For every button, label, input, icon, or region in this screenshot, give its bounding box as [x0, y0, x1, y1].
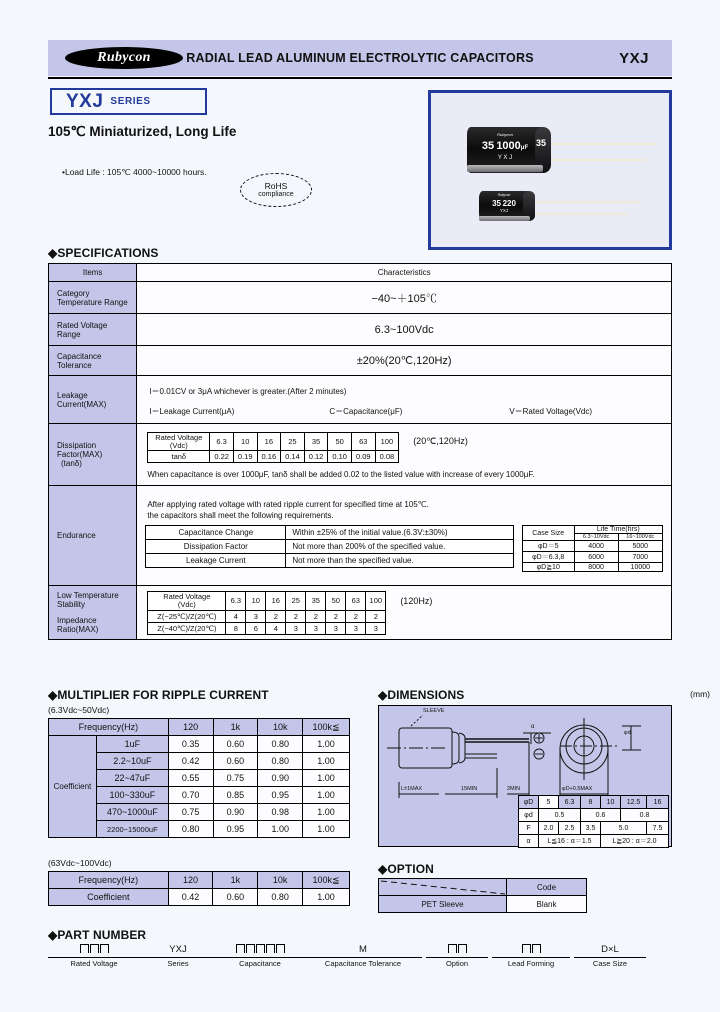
capacitor-series-print: Y X J	[497, 155, 513, 161]
ratio-cell: 3	[246, 610, 266, 622]
coefficient-label: Coefficient	[49, 736, 97, 838]
ratio-cell: 3	[366, 622, 386, 634]
spec-item-label: Endurance	[49, 486, 137, 586]
specifications-table	[48, 263, 672, 640]
ratio-cell: 3	[346, 622, 366, 634]
dissipation-factor-table	[147, 432, 399, 464]
endurance-intro-line1: After applying rated voltage with rated ripple current for specified time at 105℃.	[147, 499, 429, 509]
ratio-cell: 2	[266, 610, 286, 622]
leakage-def-c: C＝Capacitance(μF)	[329, 406, 403, 416]
table-row	[146, 526, 514, 540]
coefficient-cell: 0.80	[258, 889, 303, 906]
col-header-frequency: Frequency(Hz)	[49, 872, 169, 889]
spec-item-value	[137, 376, 672, 424]
voltage-cell: 100	[375, 432, 399, 451]
coefficient-cell: 1.00	[303, 736, 350, 753]
table-row	[148, 592, 386, 611]
coefficient-cell: 1.00	[303, 804, 350, 821]
ratio-cell: 2	[346, 610, 366, 622]
dim-cell: 0.5	[539, 809, 581, 822]
dim-row-label: φD	[519, 796, 539, 809]
table-row-dissipation	[49, 424, 672, 486]
spec-item-value: 6.3~100Vdc	[137, 314, 672, 346]
capacitance-range-cell: 100~330uF	[96, 787, 168, 804]
part-segment-capacitance	[216, 944, 304, 968]
table-row	[49, 282, 672, 314]
freq-header-cell: 100k≦	[303, 719, 350, 736]
table-row	[49, 346, 672, 376]
capacitor-series-print: YXJ	[499, 208, 509, 213]
table-row	[148, 622, 386, 634]
spec-item-value: −40~＋105℃	[137, 282, 672, 314]
dim-cell: L≦16 : α＝1.5	[539, 835, 601, 848]
leakage-formula: I＝0.01CV or 3μA whichever is greater.(After 2 minutes)	[149, 386, 347, 396]
table-row-endurance	[49, 486, 672, 586]
dim-cell: 2.0	[539, 822, 559, 835]
table-row	[379, 896, 587, 913]
voltage-cell: 6.3	[226, 592, 246, 611]
segment-boxes	[216, 944, 304, 956]
table-header-row	[379, 879, 587, 896]
series-name: YXJ	[66, 90, 104, 112]
table-row	[146, 554, 514, 568]
ratio-cell: 2	[366, 610, 386, 622]
segment-boxes	[48, 944, 140, 956]
capacitor-base	[479, 216, 530, 221]
specifications-heading: ◆SPECIFICATIONS	[48, 246, 159, 260]
dimensions-heading: ◆DIMENSIONS	[378, 688, 465, 702]
option-heading: ◆OPTION	[378, 862, 434, 876]
rohs-compliance-badge	[240, 173, 312, 207]
part-segment-case-size	[574, 944, 646, 968]
lead-wire	[527, 213, 629, 215]
segment-value: YXJ	[169, 944, 187, 955]
col-header-case-size: Case Size	[522, 526, 574, 541]
coefficient-cell: 0.95	[258, 787, 303, 804]
voltage-cell: 63	[346, 592, 366, 611]
requirement-value: Within ±25% of the initial value.(6.3V:±30%)	[286, 526, 514, 540]
dim-cell: 8	[581, 796, 601, 809]
dim-cell: 2.5	[559, 822, 581, 835]
spec-item-value	[137, 486, 672, 586]
coefficient-cell: 0.75	[168, 804, 213, 821]
option-name-cell: PET Sleeve	[379, 896, 507, 913]
coefficient-cell: 0.90	[213, 804, 258, 821]
min-dim-label: 2MIN	[507, 786, 521, 792]
ratio-cell: 2	[306, 610, 326, 622]
freq-header-cell: 10k	[258, 872, 303, 889]
col-header-frequency: Frequency(Hz)	[49, 719, 169, 736]
voltage-cell: 100	[366, 592, 386, 611]
table-row	[522, 552, 662, 563]
dim-cell: 0.6	[581, 809, 621, 822]
dim-cell: L≧20 : α＝2.0	[601, 835, 669, 848]
part-segment-lead-forming	[492, 944, 570, 968]
life-low-cell: 8000	[574, 563, 618, 572]
part-segment-rated-voltage	[48, 944, 140, 968]
capacitance-range-cell: 1uF	[96, 736, 168, 753]
low-temp-label-line2: Impedance Ratio(MAX)	[57, 615, 99, 634]
impedance-ratio-label: Z(−40℃)/Z(20℃)	[148, 622, 226, 634]
alpha-label: α	[531, 724, 535, 730]
low-temp-row-label: Rated Voltage (Vdc)	[148, 592, 226, 611]
ratio-cell: 6	[246, 622, 266, 634]
dim-cell: 5	[539, 796, 559, 809]
leakage-def-i: I＝Leakage Current(μA)	[149, 406, 235, 416]
table-header-row	[49, 719, 350, 736]
part-segment-series	[140, 944, 216, 968]
spec-item-label	[49, 424, 137, 486]
col-header-code: Code	[507, 879, 587, 896]
life-high-cell: 7000	[618, 552, 662, 563]
coefficient-cell: 0.35	[168, 736, 213, 753]
capacitor-side-print: 35	[535, 138, 546, 148]
coefficient-cell: 0.80	[258, 736, 303, 753]
table-row	[522, 541, 662, 552]
ratio-cell: 2	[326, 610, 346, 622]
dim-row-label: φd	[519, 809, 539, 822]
phi-d-max-label: φD+0.5MAX	[562, 786, 593, 792]
tan-delta-cell: 0.16	[257, 451, 281, 463]
table-row	[148, 451, 399, 463]
voltage-cell: 35	[304, 432, 328, 451]
table-row	[49, 314, 672, 346]
case-size-cell: φD＝6.3,8	[522, 552, 574, 563]
table-header-row	[49, 872, 350, 889]
segment-caption: Capacitance Tolerance	[324, 959, 402, 968]
tan-delta-cell: 0.12	[304, 451, 328, 463]
rubycon-logo-text: Rubycon	[97, 50, 151, 65]
coefficient-cell: 0.80	[168, 821, 213, 838]
header-series-code: YXJ	[619, 49, 649, 67]
case-size-cell: φD≧10	[522, 563, 574, 572]
tan-delta-cell: 0.19	[233, 451, 257, 463]
coefficient-cell: 0.42	[168, 753, 213, 770]
spec-item-value	[137, 424, 672, 486]
ratio-cell: 8	[226, 622, 246, 634]
freq-header-cell: 1k	[213, 719, 258, 736]
segment-value: D×L	[601, 944, 619, 955]
capacitor-brand-print: Rubycon	[497, 193, 511, 197]
capacitance-range-cell: 2.2~10uF	[96, 753, 168, 770]
requirement-name: Dissipation Factor	[146, 540, 286, 554]
coefficient-cell: 0.80	[258, 753, 303, 770]
dissipation-label-line1: Dissipation Factor(MAX)	[57, 441, 103, 459]
voltage-cell: 6.3	[210, 432, 234, 451]
life-high-cell: 10000	[618, 563, 662, 572]
table-row	[146, 540, 514, 554]
product-photo	[428, 90, 672, 250]
spec-item-label: Capacitance Tolerance	[49, 346, 137, 376]
col-header-items: Items	[49, 264, 137, 282]
leakage-def-v: V＝Rated Voltage(Vdc)	[509, 406, 593, 416]
dim-cell: 6.3	[559, 796, 581, 809]
tan-delta-cell: 0.22	[210, 451, 234, 463]
coefficient-cell: 0.60	[213, 889, 258, 906]
voltage-cell: 35	[306, 592, 326, 611]
ratio-cell: 3	[326, 622, 346, 634]
coefficient-cell: 0.90	[258, 770, 303, 787]
table-row-low-temp	[49, 586, 672, 640]
tagline: 105℃ Miniaturized, Long Life	[48, 124, 237, 139]
case-size-cell: φD＝5	[522, 541, 574, 552]
ratio-cell: 4	[266, 622, 286, 634]
table-row	[522, 563, 662, 572]
table-row	[519, 796, 669, 809]
table-row-leakage	[49, 376, 672, 424]
coefficient-cell: 0.70	[168, 787, 213, 804]
life-low-cell: 6000	[574, 552, 618, 563]
coefficient-cell: 0.75	[213, 770, 258, 787]
spec-item-label: Category Temperature Range	[49, 282, 137, 314]
series-word: SERIES	[110, 96, 151, 107]
voltage-cell: 10	[233, 432, 257, 451]
voltage-cell: 16	[266, 592, 286, 611]
ratio-cell: 2	[286, 610, 306, 622]
rohs-label: RoHS	[264, 180, 288, 191]
segment-boxes	[426, 944, 488, 956]
lead-wire	[541, 159, 647, 161]
dissipation-label-line2: (tanδ)	[61, 459, 82, 468]
part-segment-capacitance-tolerance	[304, 944, 422, 968]
dim-cell: 7.5	[647, 822, 669, 835]
ripple-table-high-voltage	[48, 871, 350, 906]
tan-delta-cell: 0.10	[328, 451, 352, 463]
low-temp-label-line1: Low Temperature Stability	[57, 590, 119, 609]
segment-caption: Rated Voltage	[70, 959, 118, 968]
part-number-heading: ◆PART NUMBER	[48, 928, 147, 942]
voltage-cell: 63	[351, 432, 375, 451]
header-rule	[48, 77, 672, 79]
voltage-cell: 25	[281, 432, 305, 451]
voltage-cell: 25	[286, 592, 306, 611]
table-row	[148, 432, 399, 451]
table-row	[148, 610, 386, 622]
dissipation-condition: (20℃,120Hz)	[413, 435, 468, 446]
phi-d-small-label: φd	[624, 730, 631, 736]
requirement-name: Capacitance Change	[146, 526, 286, 540]
tan-delta-cell: 0.09	[351, 451, 375, 463]
option-empty-header	[379, 879, 507, 896]
ripple-table2-caption: (63Vdc~100Vdc)	[48, 858, 112, 868]
capacitance-range-cell: 22~47uF	[96, 770, 168, 787]
lead-wire	[541, 143, 657, 145]
endurance-requirements-table	[145, 525, 514, 568]
coefficient-cell: 0.60	[213, 753, 258, 770]
table-row	[49, 889, 350, 906]
segment-boxes	[492, 944, 570, 956]
length-dim-label: L±1MAX	[401, 786, 423, 792]
col-header-voltage-high: 16~100Vdc	[618, 534, 662, 541]
spec-item-value: ±20%(20℃,120Hz)	[137, 346, 672, 376]
segment-caption: Option	[445, 959, 469, 968]
table-row	[522, 526, 662, 534]
voltage-cell: 50	[328, 432, 352, 451]
case-size-life-table	[522, 525, 663, 572]
segment-value: M	[359, 944, 367, 955]
lead-wire	[527, 201, 639, 203]
coefficient-cell: 0.95	[213, 821, 258, 838]
voltage-cell: 50	[326, 592, 346, 611]
ripple-heading: ◆MULTIPLIER FOR RIPPLE CURRENT	[48, 688, 269, 702]
option-code-cell: Blank	[507, 896, 587, 913]
coefficient-cell: 1.00	[303, 770, 350, 787]
dimensions-unit: (mm)	[690, 689, 710, 699]
spec-item-label: Leakage Current(MAX)	[49, 376, 137, 424]
capacitor-base	[467, 165, 543, 172]
voltage-cell: 10	[246, 592, 266, 611]
coefficient-cell: 0.98	[258, 804, 303, 821]
dim-cell: 12.5	[621, 796, 647, 809]
spec-item-label	[49, 586, 137, 640]
header-title: RADIAL LEAD ALUMINUM ELECTROLYTIC CAPACITORS	[186, 51, 534, 65]
capacitor-rating-print: 35 1000μF	[481, 140, 529, 152]
table-row	[519, 822, 669, 835]
diagonal-strike-icon	[379, 879, 507, 896]
spec-item-label: Rated Voltage Range	[49, 314, 137, 346]
coefficient-cell: 0.60	[213, 736, 258, 753]
capacitance-range-cell: 470~1000uF	[96, 804, 168, 821]
requirement-name: Leakage Current	[146, 554, 286, 568]
table-row	[49, 736, 350, 753]
ratio-cell: 3	[306, 622, 326, 634]
capacitor-brand-print: Rubycon	[497, 132, 513, 137]
dim-row-label: α	[519, 835, 539, 848]
table-row	[519, 809, 669, 822]
rohs-sublabel: compliance	[258, 190, 294, 198]
table-header-row	[49, 264, 672, 282]
ripple-table1-caption: (6.3Vdc~50Vdc)	[48, 705, 110, 715]
ripple-table-low-voltage	[48, 718, 350, 838]
segment-caption: Series	[167, 959, 189, 968]
dim-cell: 16	[647, 796, 669, 809]
dim-cell: 0.8	[621, 809, 669, 822]
coefficient-cell: 1.00	[303, 821, 350, 838]
coefficient-cell: 0.85	[213, 787, 258, 804]
f-dim-label: 15MIN	[461, 786, 478, 792]
life-high-cell: 5000	[618, 541, 662, 552]
tan-delta-cell: 0.08	[375, 451, 399, 463]
ratio-cell: 4	[226, 610, 246, 622]
voltage-cell: 16	[257, 432, 281, 451]
dim-cell: 3.5	[581, 822, 601, 835]
page-header	[48, 40, 672, 76]
dim-cell: 5.0	[601, 822, 647, 835]
dim-cell: 10	[601, 796, 621, 809]
coefficient-cell: 1.00	[303, 889, 350, 906]
capacitor-rating-print: 35 220	[492, 199, 516, 208]
segment-caption: Capacitance	[239, 959, 281, 968]
coefficient-cell: 0.55	[168, 770, 213, 787]
segment-caption: Case Size	[592, 959, 628, 968]
freq-header-cell: 120	[168, 872, 213, 889]
freq-header-cell: 10k	[258, 719, 303, 736]
dissipation-note: When capacitance is over 1000μF, tanδ shall be added 0.02 to the listed value with increase of every 1000μF.	[147, 470, 535, 480]
series-badge	[50, 88, 207, 115]
freq-header-cell: 100k≦	[303, 872, 350, 889]
col-header-characteristics: Characteristics	[137, 264, 672, 282]
low-temp-condition: (120Hz)	[400, 596, 433, 606]
freq-header-cell: 1k	[213, 872, 258, 889]
sleeve-label: SLEEVE	[423, 708, 445, 714]
table-row	[519, 835, 669, 848]
coefficient-cell: 0.42	[168, 889, 213, 906]
option-table	[378, 878, 587, 913]
tan-delta-cell: 0.14	[281, 451, 305, 463]
coefficient-cell: 1.00	[258, 821, 303, 838]
requirement-value: Not more than 200% of the specified value.	[286, 540, 514, 554]
col-header-voltage-low: 6.3~10Vdc	[574, 534, 618, 541]
col-header-life-time: Life Time(hrs)	[574, 526, 662, 534]
freq-header-cell: 120	[168, 719, 213, 736]
spec-item-value	[137, 586, 672, 640]
load-life-text: •Load Life : 105℃ 4000~10000 hours.	[62, 167, 207, 177]
dimensions-table	[518, 795, 669, 848]
endurance-intro-line2: the capacitors shall meet the following requirements.	[147, 510, 334, 520]
ratio-cell: 3	[286, 622, 306, 634]
coefficient-cell: 1.00	[303, 787, 350, 804]
coefficient-label: Coefficient	[49, 889, 169, 906]
dim-row-label: F	[519, 822, 539, 835]
part-segment-option	[426, 944, 488, 968]
requirement-value: Not more than the specified value.	[286, 554, 514, 568]
segment-caption: Lead Forming	[507, 959, 555, 968]
dissipation-row-label: Rated Voltage (Vdc)	[148, 432, 210, 451]
tan-delta-label: tanδ	[148, 451, 210, 463]
life-low-cell: 4000	[574, 541, 618, 552]
low-temp-impedance-table	[147, 591, 386, 635]
coefficient-cell: 1.00	[303, 753, 350, 770]
capacitance-range-cell: 2200~15000uF	[96, 821, 168, 838]
impedance-ratio-label: Z(−25℃)/Z(20℃)	[148, 610, 226, 622]
